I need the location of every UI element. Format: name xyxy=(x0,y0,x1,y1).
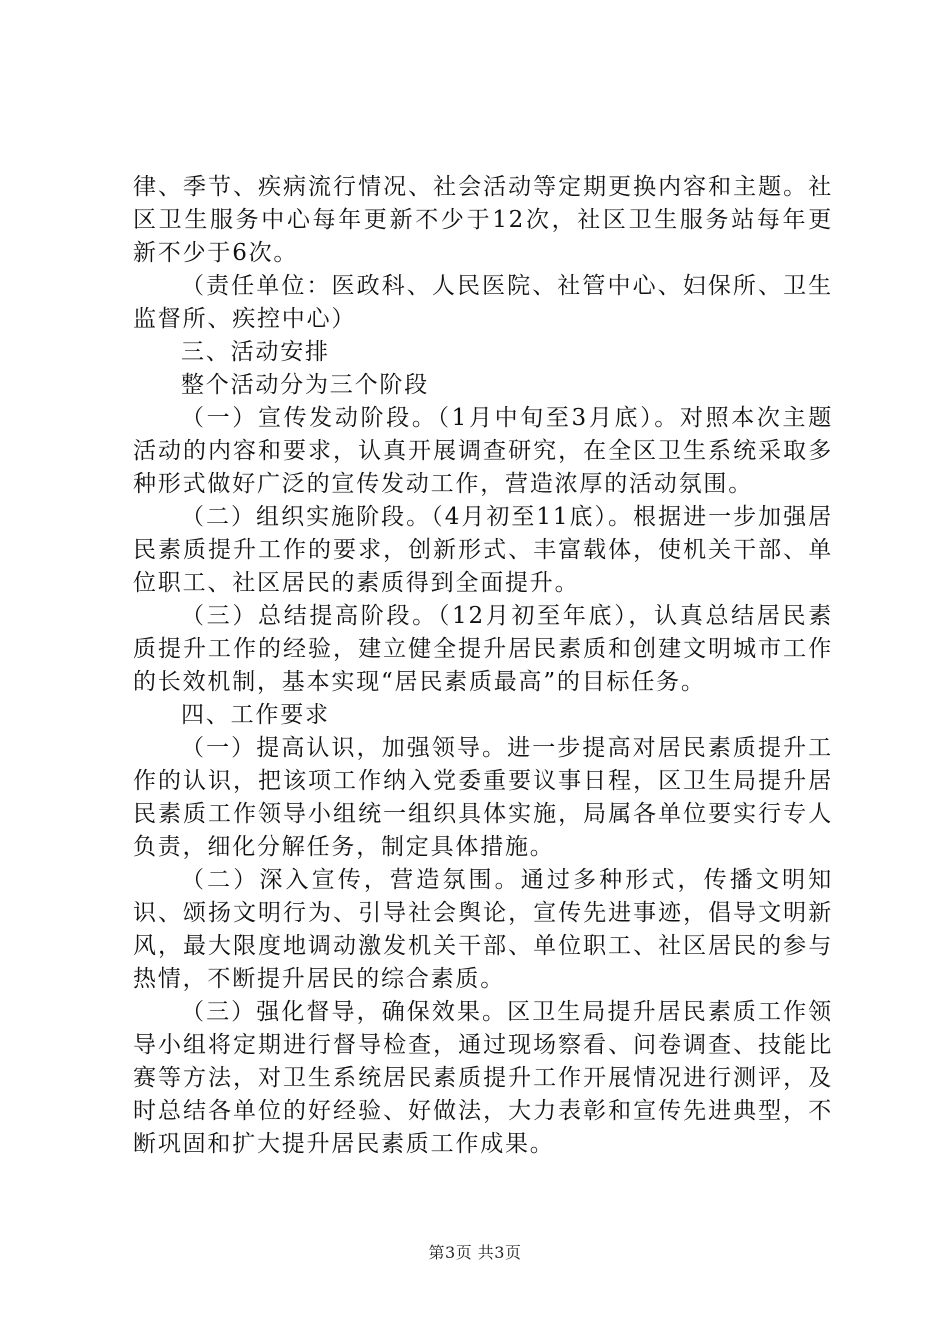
paragraph-responsible-units: （责任单位：医政科、人民医院、社管中心、妇保所、卫生监督所、疾控中心） xyxy=(133,273,833,332)
paragraph-stage-one: （一）宣传发动阶段。（1月中旬至3月底）。对照本次主题活动的内容和要求，认真开展调查研究，在全区卫生系统采取多种形式做好广泛的宣传发动工作，营造浓厚的活动氛围。 xyxy=(133,405,833,497)
document-body xyxy=(133,171,833,1161)
paragraph-requirement-two: （二）深入宣传，营造氛围。通过多种形式，传播文明知识、颂扬文明行为、引导社会舆论，宣传先进事迹，倡导文明新风，最大限度地调动激发机关干部、单位职工、社区居民的参与热情，不断提升居民的综合素质。 xyxy=(133,867,833,992)
paragraph-stage-two: （二）组织实施阶段。（4月初至11底）。根据进一步加强居民素质提升工作的要求，创新形式、丰富载体，使机关干部、单位职工、社区居民的素质得到全面提升。 xyxy=(133,504,833,596)
paragraph-three-stages: 整个活动分为三个阶段 xyxy=(181,372,429,398)
paragraph-stage-three: （三）总结提高阶段。（12月初至年底），认真总结居民素质提升工作的经验，建立健全提升居民素质和创建文明城市工作的长效机制，基本实现“居民素质最高”的目标任务。 xyxy=(133,603,833,695)
paragraph-requirement-three: （三）强化督导，确保效果。区卫生局提升居民素质工作领导小组将定期进行督导检查，通过现场察看、问卷调查、技能比赛等方法，对卫生系统居民素质提升工作开展情况进行测评，及时总结各单位的好经验、好做法，大力表彰和宣传先进典型，不断巩固和扩大提升居民素质工作成果。 xyxy=(133,999,833,1157)
section-heading-activity-schedule: 三、活动安排 xyxy=(181,339,330,365)
page-number-footer: 第3页 共3页 xyxy=(428,1243,522,1262)
section-heading-work-requirements: 四、工作要求 xyxy=(181,702,330,728)
paragraph-requirement-one: （一）提高认识，加强领导。进一步提高对居民素质提升工作的认识，把该项工作纳入党委重要议事日程，区卫生局提升居民素质工作领导小组统一组织具体实施，局属各单位要实行专人负责，细化分解任务，制定具体措施。 xyxy=(133,735,833,860)
paragraph-continuation: 律、季节、疾病流行情况、社会活动等定期更换内容和主题。社区卫生服务中心每年更新不少于12次，社区卫生服务站每年更新不少于6次。 xyxy=(133,174,833,266)
